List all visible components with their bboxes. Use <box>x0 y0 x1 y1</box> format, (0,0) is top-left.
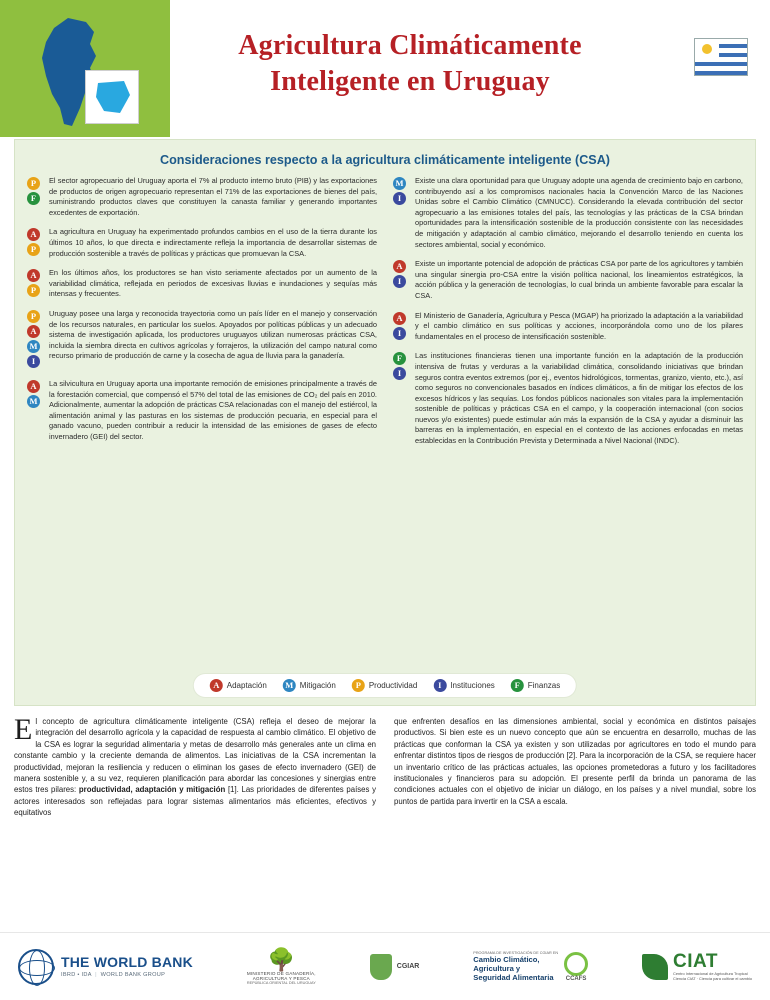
panel-column-left <box>27 176 377 456</box>
legend-label: Productividad <box>368 681 418 690</box>
considerations-panel <box>14 139 756 706</box>
legend-item-instituciones <box>433 679 494 692</box>
pillar-badge-i: I <box>393 327 406 340</box>
consideration-text: Las instituciones financieras tienen una importante función en la adaptación de la producción intensiva de frutas y verduras a la variabilidad climática, consolidando iniciativas que brindan seguros contra eventos extremos (por ej., eventos hidrológicos, tormentas, granizo, viento, etc.), así como seguros no convencionales basados en índices climáticos, a fin de mitigar los efectos de los excesos hídricos y las sequías. Los fondos públicos nacionales son vitales para la implementación sostenible de políticas y prácticas CSA en el campo, y la cooperación internacional (con socios nuevos y/o existentes) puede estimular aún más la expansión de la CSA y ayudar a disminuir las barreras en la implementación, en especial en el contexto de las acciones enfocadas en metas establecidas en la Contribución Prevista y Determinada a Nivel Nacional (INDC). <box>415 351 743 446</box>
pillar-badge-m: M <box>27 340 40 353</box>
mgap-logo <box>246 946 316 985</box>
cgiar-mark-icon <box>370 954 392 980</box>
consideration-text: El Ministerio de Ganadería, Agricultura y Pesca (MGAP) ha priorizado la adaptación a la variabilidad y el cambio climático en sus políticas y acciones, incorporándola como uno de los pilares fundamentales en el proceso de intensificación sostenible. <box>415 310 743 341</box>
legend-label: Finanzas <box>527 681 561 690</box>
consideration-item <box>27 176 377 218</box>
legend-item-mitigación <box>283 679 336 692</box>
consideration-text: La agricultura en Uruguay ha experimentado profundos cambios en el uso de la tierra durante los últimos 10 años, lo que directa e indirectamente refleja la importancia de desarrollar sistemas de producción sostenible a través de políticas y prácticas que promuevan la CSA. <box>49 227 377 258</box>
pillar-badge-p: P <box>27 284 40 297</box>
page-header <box>0 0 770 137</box>
world-bank-logo: THE WORLD BANK IBRD • IDA | WORLD BANK GROUP <box>18 949 193 985</box>
title-line-2: Inteligente en Uruguay <box>270 66 550 97</box>
consideration-item <box>27 268 377 300</box>
page-title <box>150 28 670 100</box>
legend-badge-i: I <box>433 679 446 692</box>
pillar-badges <box>27 309 49 370</box>
ccafs-line-3: Seguridad Alimentaria <box>473 973 554 982</box>
ccafs-line-1: Cambio Climático, <box>473 955 540 964</box>
pillar-badge-m: M <box>27 395 40 408</box>
mgap-line-1: MINISTERIO DE GANADERÍA, <box>246 970 316 976</box>
ccafs-line-2: Agricultura y <box>473 964 521 973</box>
intro-column-right <box>394 716 756 819</box>
legend-badge-p: P <box>352 679 365 692</box>
mgap-line-2: AGRICULTURA Y PESCA <box>252 975 310 981</box>
pillar-legend <box>194 674 576 697</box>
ciat-tagline: Ciencia CIAT · Ciencia para cultivar el cambio <box>673 976 753 981</box>
pillar-badge-a: A <box>27 228 40 241</box>
legend-label: Instituciones <box>450 681 495 690</box>
consideration-item <box>393 311 743 343</box>
consideration-text: En los últimos años, los productores se han visto seriamente afectados por un aumento de la variabilidad climática, reflejada en periodos de excesivas lluvias e inundaciones y sequías más intensas y frecuentes. <box>49 268 377 299</box>
legend-item-finanzas <box>511 679 560 692</box>
ccafs-acronym: CCAFS <box>565 975 587 982</box>
world-bank-sub-left: IBRD • IDA <box>61 972 92 978</box>
mgap-line-3: REPÚBLICA ORIENTAL DEL URUGUAY <box>246 980 316 985</box>
consideration-item <box>27 309 377 370</box>
consideration-text: Existe un importante potencial de adopción de prácticas CSA por parte de los agricultores y también una singular sinergia pro-CSA entre la visión política nacional, los lineamientos estratégicos, la acción pública y la generación de tecnologías, lo cual brinda un ambiente favorable para escalar la CSA. <box>415 259 743 300</box>
panel-title: Consideraciones respecto a la agricultura climáticamente inteligente (CSA) <box>159 153 610 167</box>
legend-label: Adaptación <box>226 681 267 690</box>
intro-left-part1: l concepto de agricultura climáticamente inteligente (CSA) refleja el deseo de mejorar la integración del desarrollo agrícola y la capacidad de respuesta al cambio climático. El objetivo de la CSA es lograr la seguridad alimentaria y metas de desarrollo más generales ante un clima en constante cambio y la creciente demanda de alimentos. Las iniciativas de la CSA incrementan la productividad, mejoran la resiliencia y reducen o eliminan los gases de efecto invernadero (GEI) de manera sostenible y, a su vez, requieren planificación para abordar las concesiones y sinergias entre estos tres pilares: <box>14 717 376 795</box>
pillar-badge-f: F <box>27 192 40 205</box>
pillar-badge-p: P <box>27 310 40 323</box>
pillar-badges <box>27 379 49 443</box>
legend-item-productividad <box>352 679 417 692</box>
consideration-text: Existe una clara oportunidad para que Uruguay adopte una agenda de crecimiento bajo en carbono, contribuyendo así a los compromisos nacionales hacia la Convención Marco de las Naciones Unidas sobre el Cambio Climático (CMNUCC). Considerando la elevada contribución del sector agropecuario a las emisiones totales del país, las tecnologías y las prácticas de la CSA brindan oportunidades para la intensificación sostenible de la producción consistente con las necesidades de mitigación y adaptación al cambio climático, mejorando el desarrollo teniendo en cuenta los sectores ambiental, social y económico. <box>415 176 743 249</box>
pillar-badge-p: P <box>27 243 40 256</box>
cgiar-logo <box>370 954 420 980</box>
ciat-logo <box>642 952 752 981</box>
consideration-text: La silvicultura en Uruguay aporta una importante remoción de emisiones principalmente a través de la forestación comercial, que compensó el 57% del total de las emisiones de CO₂ del país en 2010. Adicionalmente, aumentar la adopción de prácticas CSA relacionadas con el manejo del estiércol, la alimentación animal y las pasturas en los sistemas de producción pecuaria, en especial para el ganado vacuno, pueden contribuir a reducir la intensidad de las emisiones de gases de efecto invernadero (GEI) del sector. <box>49 378 377 441</box>
panel-column-right <box>393 176 743 456</box>
consideration-text: El sector agropecuario del Uruguay aporta el 7% al producto interno bruto (PIB) y las exportaciones de productos de origen agropecuario representan el 71% de las exportaciones de bienes del país, suministrando productos claves que constituyen la canasta familiar y generando importantes excedentes de exportación. <box>49 176 377 217</box>
pillar-badge-i: I <box>393 275 406 288</box>
pillar-badges <box>393 259 415 301</box>
consideration-item <box>393 259 743 301</box>
legend-label: Mitigación <box>299 681 336 690</box>
intro-column-left <box>14 713 376 819</box>
legend-item-adaptación <box>210 679 267 692</box>
consideration-item <box>27 227 377 259</box>
ccafs-program-line: PROGRAMA DE INVESTIGACIÓN DE CGIAR EN <box>473 951 559 955</box>
intro-text <box>14 713 756 819</box>
pillar-badge-a: A <box>27 380 40 393</box>
consideration-item <box>393 176 743 250</box>
pillar-badge-f: F <box>393 352 406 365</box>
pillar-badges <box>393 351 415 446</box>
consideration-text: Uruguay posee una larga y reconocida trayectoria como un país líder en el manejo y conservación de los recursos naturales, en particular los suelos. Apoyados por políticas públicas y un adecuado sistema de investigación aplicada, los productores uruguayos utilizan numerosas prácticas CSA, incluida la siembra directa en cultivos agrícolas y forrajeros, la utilización del campo natural como recurso primario de producción de carne y la cosecha de agua de lluvia para la ganadería. <box>49 308 377 361</box>
world-bank-name: THE WORLD BANK <box>61 954 193 970</box>
footer-logos <box>0 932 770 1000</box>
uruguay-flag <box>694 38 748 76</box>
leaf-icon <box>642 954 668 980</box>
pillar-badges <box>27 176 49 218</box>
intro-left-bold: productividad, adaptación y mitigación <box>78 785 226 795</box>
tree-icon: 🌳 <box>267 946 296 972</box>
pillar-badges <box>27 227 49 259</box>
uruguay-inset-box <box>85 70 139 124</box>
pillar-badge-a: A <box>393 312 406 325</box>
ccafs-ring-icon <box>564 952 588 976</box>
pillar-badge-p: P <box>27 177 40 190</box>
pillar-badge-i: I <box>393 367 406 380</box>
consideration-item <box>27 379 377 443</box>
legend-badge-a: A <box>210 679 223 692</box>
uruguay-outline-icon <box>86 71 140 125</box>
pillar-badge-m: M <box>393 177 406 190</box>
intro-left-part2: [1]. Las prioridades de diferentes países y actores interesados son reflejadas para lograr sistemas alimentarios más eficientes, efectivos y equitativos <box>14 785 376 818</box>
title-line-1: Agricultura Climáticamente <box>238 30 582 61</box>
globe-icon <box>18 949 54 985</box>
pillar-badge-i: I <box>27 355 40 368</box>
consideration-item <box>393 351 743 446</box>
ccafs-logo <box>473 951 588 982</box>
legend-badge-m: M <box>283 679 296 692</box>
pillar-badge-a: A <box>27 269 40 282</box>
pillar-badge-a: A <box>27 325 40 338</box>
pillar-badge-i: I <box>393 192 406 205</box>
pillar-badge-a: A <box>393 260 406 273</box>
drop-cap: E <box>14 713 33 746</box>
legend-badge-f: F <box>511 679 524 692</box>
ciat-full-name: Centro Internacional de Agricultura Tropical <box>673 971 748 976</box>
cgiar-label: CGIAR <box>396 963 420 970</box>
intro-right-text: que enfrenten desafíos en las dimensiones ambiental, social y económica en distintos paisajes productivos. Si bien este es un nuevo concepto que aún se encuentra en desarrollo, muchas de las prácticas que conforman la CSA ya existen y son utilizadas por agricultores en todo el mundo para enfrentar distintos tipos de riesgos de producción [2]. Para la incorporación de la CSA, se requiere hacer un inventario crítico de las prácticas actuales, las opciones prometedoras a futuro y los facilitadores institucionales y financieros para su adopción. El presente perfil da brinda un panorama de las condiciones actuales con el objetivo de iniciar un diálogo, en los países y a nivel mundial, sobre los puntos de partida para invertir en la CSA a escala. <box>394 717 756 806</box>
ciat-acronym: CIAT <box>673 951 718 972</box>
world-bank-sub-right: WORLD BANK GROUP <box>100 972 166 978</box>
pillar-badges <box>27 268 49 300</box>
pillar-badges <box>393 176 415 250</box>
pillar-badges <box>393 311 415 343</box>
